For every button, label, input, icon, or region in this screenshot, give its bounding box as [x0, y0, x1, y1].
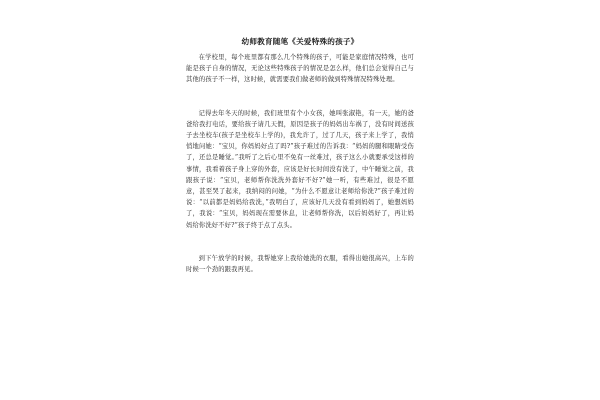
paragraph-ending: 到下午放学的时候，我帮她穿上我给她洗的衣服，看得出她很高兴，上车的时候一个劲的跟我再见。 [186, 254, 414, 274]
paragraph-intro: 在学校里，每个班里都有那么几个特殊的孩子，可能是家庭情况特殊，也可能是孩子自身的情况，无论这些特殊孩子的情况是怎么样，他们总会觉得自己与其他的孩子不一样，这时候，就需要我们做老师的做到特殊情况特殊处理。 [186, 54, 414, 84]
document-page [186, 36, 414, 376]
paragraph-spacer [186, 231, 414, 253]
paragraph-spacer [186, 86, 414, 108]
document-title: 幼师教育随笔《关爱特殊的孩子》 [241, 37, 359, 46]
paragraph-story: 记得去年冬天的时候，我们班里有个小女孩，她叫张淑艳，有一天，她的爸爸给我打电话，要给孩子请几天假，原因是孩子的妈妈出车祸了，没有时间送孩子去坐校车(孩子是坐校车上学的)，我允许了，过了几天，孩子来上学了，我悄悄地问她：“宝贝，你妈妈好点了吗?”孩子难过的告诉我：“妈妈的腿和眼睛受伤了，还总是睡觉。”我听了之后心里不免有一丝难过，孩子这么小就要承受这样的事情，我看着孩子身上穿的外套，应该是好长时间没有洗了，中午睡觉之前，我跟孩子说：“宝贝，老师帮你洗洗外套好不好?”她一听，有些难过，很是不愿意，甚至哭了起来，我纳闷的问她，“为什么不愿意让老师给你洗?”孩子难过的说：“以前都是妈妈给我洗，”我明白了，应该好几天没有看到妈妈了，她想妈妈了，我说：“宝贝，妈妈现在需要休息，让老师帮你洗，以后妈妈好了，再让妈妈给你洗好不好?”孩子终于点了点头。 [186, 109, 414, 229]
